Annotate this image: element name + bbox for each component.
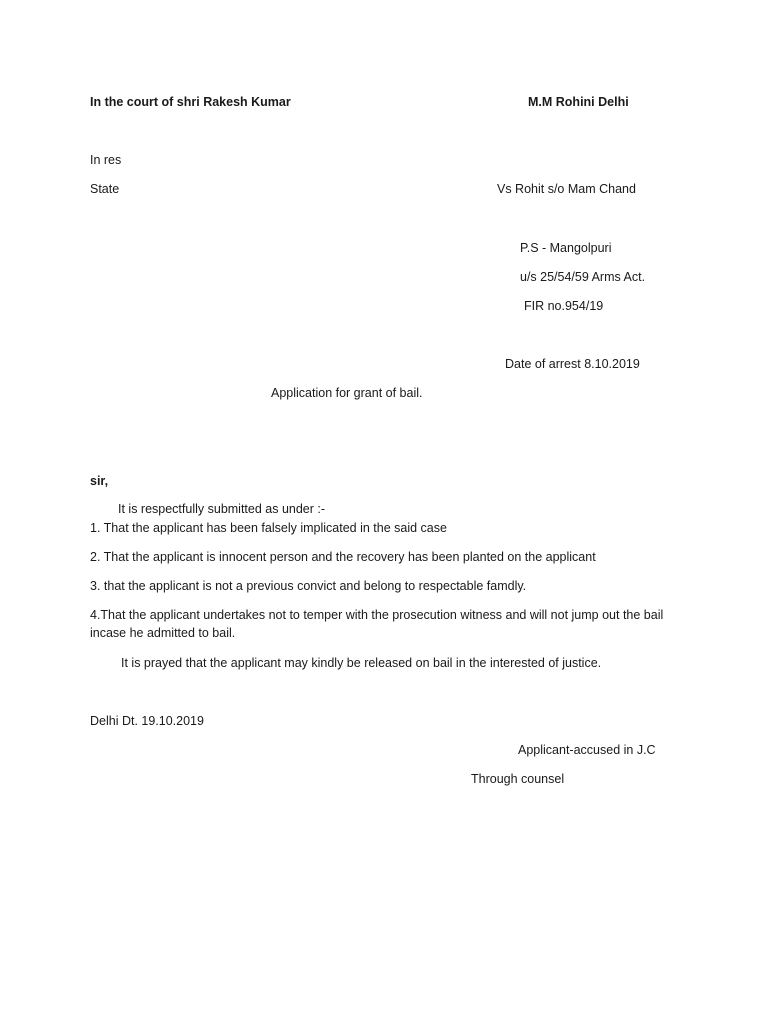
- fir-number: FIR no.954/19: [524, 299, 604, 313]
- signatory: Applicant-accused in J.C: [518, 743, 656, 757]
- intro-text: It is respectfully submitted as under :-: [118, 502, 326, 516]
- state-party: State: [90, 182, 120, 196]
- salutation: sir,: [90, 474, 109, 488]
- court-heading: In the court of shri Rakesh Kumar: [90, 95, 291, 109]
- point-2: 2. That the applicant is innocent person and the recovery has been planted on the applicant: [90, 550, 596, 564]
- through-counsel: Through counsel: [471, 772, 565, 786]
- point-3: 3. that the applicant is not a previous convict and belong to respectable famdly.: [90, 579, 527, 593]
- point-4: 4.That the applicant undertakes not to temper with the prosecution witness and will not jump out the bail incase he admitted to bail.: [90, 608, 664, 640]
- court-location: M.M Rohini Delhi: [528, 95, 629, 109]
- accused-party: Vs Rohit s/o Mam Chand: [497, 182, 636, 196]
- place-date: Delhi Dt. 19.10.2019: [90, 714, 204, 728]
- prayer-text: It is prayed that the applicant may kindly be released on bail in the interested of justice.: [121, 656, 602, 670]
- in-res-label: In res: [90, 153, 122, 167]
- date-of-arrest: Date of arrest 8.10.2019: [505, 357, 640, 371]
- application-title: Application for grant of bail.: [271, 386, 423, 400]
- point-1: 1. That the applicant has been falsely implicated in the said case: [90, 521, 447, 535]
- police-station: P.S - Mangolpuri: [520, 241, 612, 255]
- legal-sections: u/s 25/54/59 Arms Act.: [520, 270, 646, 284]
